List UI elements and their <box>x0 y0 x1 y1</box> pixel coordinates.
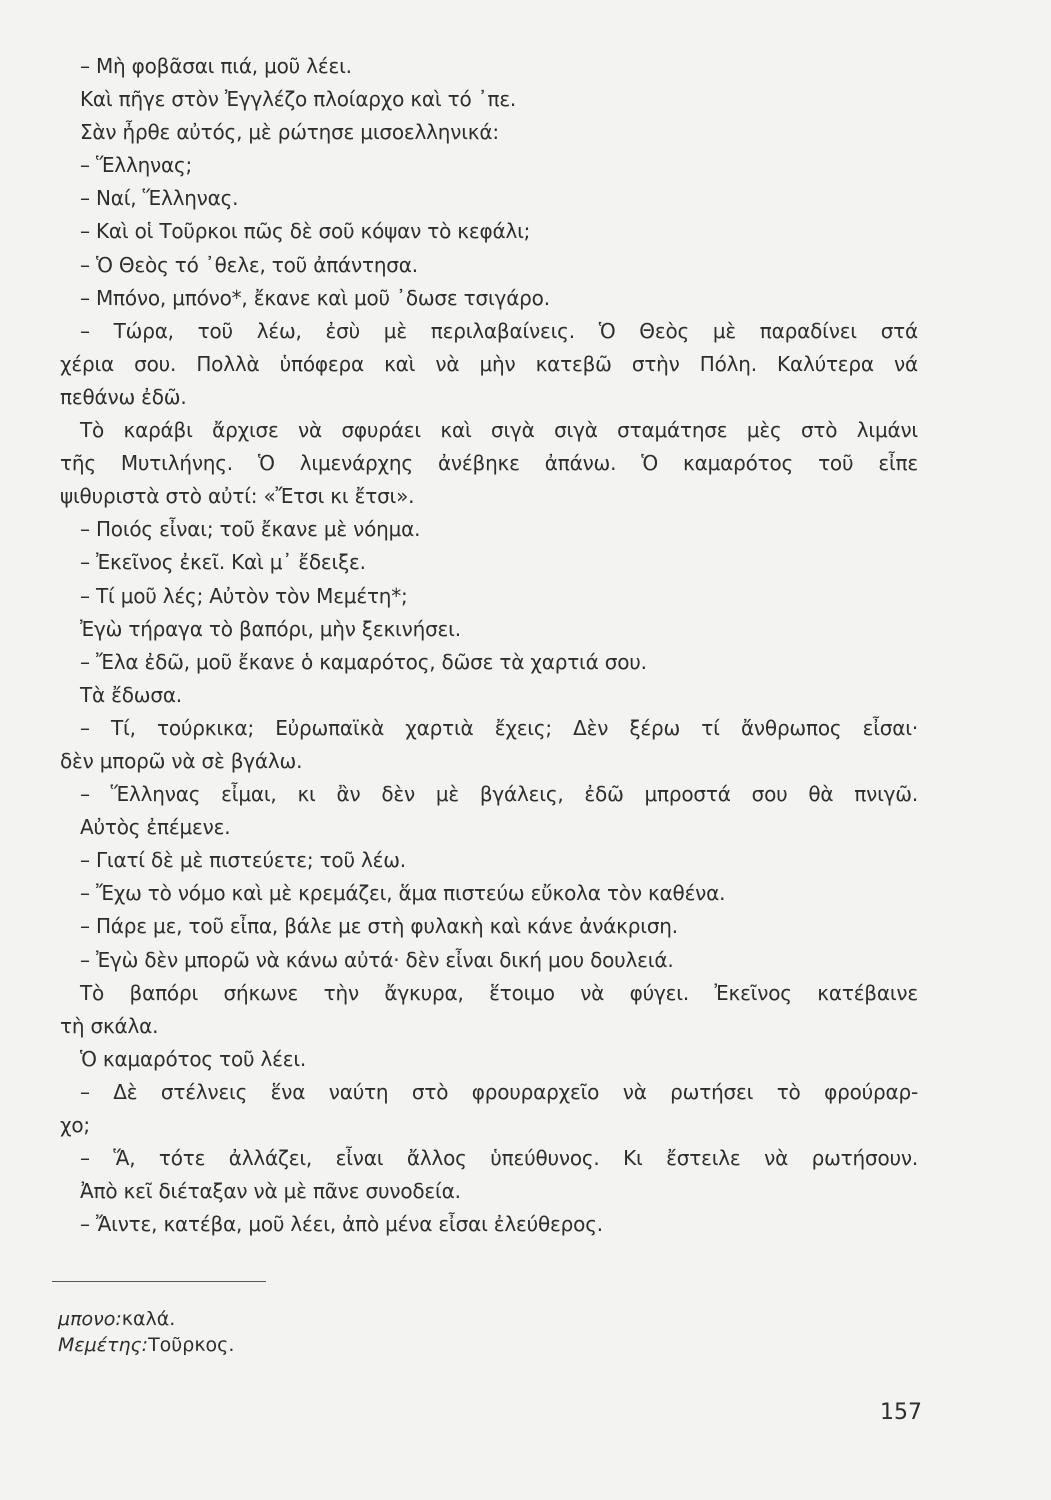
text-line: Τὸ καράβι ἄρχισε νὰ σφυράει καὶ σιγὰ σιγὰ σταμάτησε μὲς στὸ λιμάνι <box>80 418 918 443</box>
text-line: Ὁ καμαρότος τοῦ λέει. <box>80 1046 307 1071</box>
text-line: δὲν μπορῶ νὰ σὲ βγάλω. <box>60 748 303 773</box>
footnote-divider <box>52 1281 266 1282</box>
text-line: χο; <box>60 1113 90 1137</box>
text-line: – Ἕλληνας εἶμαι, κι ἂν δὲν μὲ βγάλεις, ἐδῶ μπροστά σου θὰ πνιγῶ. <box>80 782 918 807</box>
text-line: – Πάρε με, τοῦ εἶπα, βάλε με στὴ φυλακὴ καὶ κάνε ἀνάκριση. <box>80 914 678 939</box>
text-line: – Ἕλληνας; <box>80 153 193 178</box>
text-line: ψιθυριστὰ στὸ αὐτί: «Ἔτσι κι ἔτσι». <box>60 484 415 509</box>
text-line: χέρια σου. Πολλὰ ὑπόφερα καὶ νὰ μὴν κατεβῶ στὴν Πόλη. Καλύτερα νά <box>60 351 918 376</box>
text-line: – Τώρα, τοῦ λέω, ἐσὺ μὲ περιλαβαίνεις. Ὁ Θεὸς μὲ παραδίνει στά <box>80 318 918 343</box>
text-line: – Μπόνο, μπόνο*, ἔκανε καὶ μοῦ ᾽δωσε τσιγάρο. <box>80 285 550 310</box>
text-line: – Τί μοῦ λές; Αὐτὸν τὸν Μεμέτη*; <box>80 583 408 608</box>
footnote-definition: Τοῦρκος. <box>148 1334 235 1356</box>
text-line: – Ἐκεῖνος ἐκεῖ. Καὶ μ᾽ ἔδειξε. <box>80 550 366 575</box>
text-line: Ἐγὼ τήραγα τὸ βαπόρι, μὴν ξεκινήσει. <box>80 616 461 641</box>
text-line: Ἀπὸ κεῖ διέταξαν νὰ μὲ πᾶνε συνοδεία. <box>80 1179 461 1204</box>
text-line: – Ὁ Θεὸς τό ᾽θελε, τοῦ ἀπάντησα. <box>80 252 418 277</box>
text-line: – Μὴ φοβᾶσαι πιά, μοῦ λέει. <box>80 54 352 78</box>
page-number: 157 <box>880 1400 922 1425</box>
text-line: Τὸ βαπόρι σήκωνε τὴν ἄγκυρα, ἕτοιμο νὰ φύγει. Ἐκεῖνος κατέβαινε <box>80 980 918 1005</box>
text-line: Αὐτὸς ἐπέμενε. <box>80 815 231 840</box>
text-line: – Γιατί δὲ μὲ πιστεύετε; τοῦ λέω. <box>80 848 406 873</box>
footnote-term: μπονο: <box>58 1308 122 1330</box>
text-line: – Καὶ οἱ Τοῦρκοι πῶς δὲ σοῦ κόψαν τὸ κεφάλι; <box>80 219 531 244</box>
text-line: – Ποιός εἶναι; τοῦ ἔκανε μὲ νόημα. <box>80 517 421 542</box>
footnote-2 <box>58 1334 234 1356</box>
text-line: τῆς Μυτιλήνης. Ὁ λιμενάρχης ἀνέβηκε ἀπάνω. Ὁ καμαρότος τοῦ εἶπε <box>60 451 918 476</box>
body-text <box>60 50 918 1241</box>
text-line: – Τί, τούρκικα; Εὐρωπαϊκὰ χαρτιὰ ἔχεις; Δὲν ξέρω τί ἄνθρωπος εἶσαι· <box>80 715 918 740</box>
footnote-term: Μεμέτης: <box>58 1334 149 1356</box>
text-line: Καὶ πῆγε στὸν Ἐγγλέζο πλοίαρχο καὶ τό ᾽πε. <box>80 87 517 112</box>
text-line: – Ἔλα ἐδῶ, μοῦ ἔκανε ὁ καμαρότος, δῶσε τὰ χαρτιά σου. <box>80 649 647 674</box>
text-line: Τὰ ἔδωσα. <box>80 682 182 707</box>
text-line: – Ναί, Ἕλληνας. <box>80 186 239 211</box>
text-line: – Δὲ στέλνεις ἕνα ναύτη στὸ φρουραρχεῖο νὰ ρωτήσει τὸ φρούραρ- <box>80 1079 918 1104</box>
text-line: – Ἅ, τότε ἀλλάζει, εἶναι ἄλλος ὑπεύθυνος. Κι ἔστειλε νὰ ρωτήσουν. <box>80 1146 918 1171</box>
text-line: – Ἄιντε, κατέβα, μοῦ λέει, ἀπὸ μένα εἶσαι ἐλεύθερος. <box>80 1212 603 1237</box>
text-line: τὴ σκάλα. <box>60 1013 159 1038</box>
text-line: – Ἐγὼ δὲν μπορῶ νὰ κάνω αὐτά· δὲν εἶναι δική μου δουλειά. <box>80 947 674 972</box>
text-line: Σὰν ἦρθε αὐτός, μὲ ρώτησε μισοελληνικά: <box>80 120 499 145</box>
text-line: – Ἔχω τὸ νόμο καὶ μὲ κρεμάζει, ἅμα πιστεύω εὔκολα τὸν καθένα. <box>80 881 726 906</box>
footnote-1 <box>58 1308 175 1330</box>
text-line: πεθάνω ἐδῶ. <box>60 384 187 409</box>
footnote-definition: καλά. <box>121 1308 176 1330</box>
